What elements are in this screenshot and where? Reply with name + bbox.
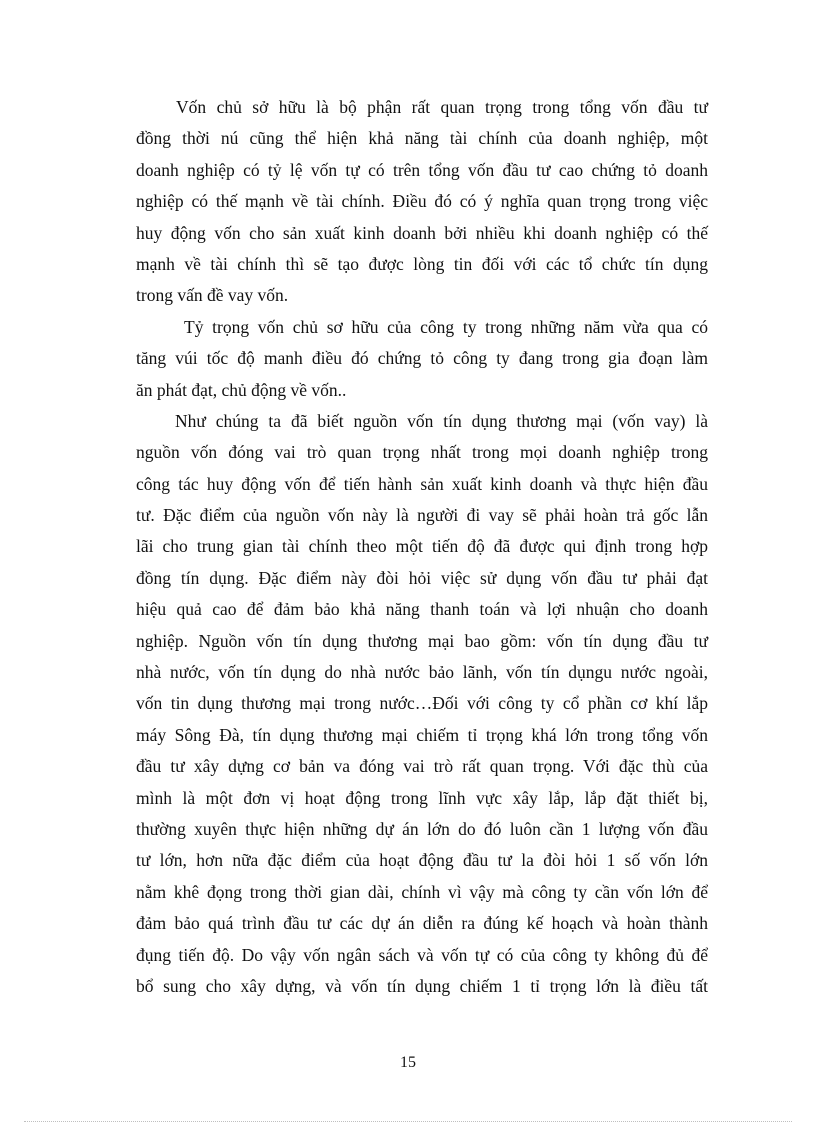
text-line: đụng tiến độ. Do vậy vốn ngân sách và vốn tự có của công ty không đủ để (136, 944, 708, 965)
text-line: đồng thời nú cũng thể hiện khả năng tài chính của doanh nghiệp, một (136, 128, 708, 149)
text-line: Như chúng ta đã biết nguồn vốn tín dụng thương mại (vốn vay) là (175, 410, 708, 431)
text-line: tư. Đặc điểm của nguồn vốn này là người đi vay sẽ phải hoàn trả gốc lẫn (136, 505, 708, 526)
text-line: doanh nghiệp có tỷ lệ vốn tự có trên tổng vốn đầu tư cao chứng tỏ doanh (136, 159, 708, 180)
text-line: nghiệp. Nguồn vốn tín dụng thương mại bao gồm: vốn tín dụng đầu tư (136, 630, 708, 651)
text-line: huy động vốn cho sản xuất kinh doanh bởi nhiều khi doanh nghiệp có thế (136, 222, 708, 243)
text-line: nằm khê đọng trong thời gian dài, chính vì vậy mà công ty cần vốn lớn để (136, 881, 708, 902)
text-line: Vốn chủ sở hữu là bộ phận rất quan trọng trong tổng vốn đầu tư (176, 97, 708, 117)
text-line: ăn phát đạt, chủ động về vốn.. (136, 379, 347, 400)
text-line: mình là một đơn vị hoạt động trong lĩnh vực xây lắp, lắp đặt thiết bị, (136, 787, 708, 808)
text-line: máy Sông Đà, tín dụng thương mại chiếm tỉ trọng khá lớn trong tổng vốn (136, 724, 708, 745)
footer-divider (24, 1121, 792, 1122)
text-line: vốn tin dụng thương mại trong nước…Đối với công ty cổ phần cơ khí lắp (136, 693, 708, 714)
text-line: đảm bảo quá trình đầu tư các dự án diễn ra đúng kế hoạch và hoàn thành (136, 913, 708, 934)
paragraph-owner-equity (136, 92, 708, 312)
text-line: trong vấn đề vay vốn. (136, 285, 289, 306)
body-text (136, 92, 708, 1002)
text-line: thường xuyên thực hiện những dự án lớn do đó luôn cần 1 lượng vốn đầu (136, 818, 708, 839)
text-line: nguồn vốn đóng vai trò quan trọng nhất trong mọi doanh nghiệp trong (136, 442, 708, 463)
text-line: tư lớn, hơn nữa đặc điểm của hoạt động đầu tư la đòi hỏi 1 số vốn lớn (136, 850, 708, 871)
paragraph-equity-ratio (136, 312, 708, 406)
text-line: nghiệp có thế mạnh về tài chính. Điều đó có ý nghĩa quan trọng trong việc (136, 191, 708, 212)
text-line: nhà nước, vốn tín dụng do nhà nước bảo lãnh, vốn tín dụngu nước ngoài, (136, 662, 708, 683)
text-line: hiệu quả cao để đảm bảo khả năng thanh toán và lợi nhuận cho doanh (136, 599, 708, 620)
text-line: bổ sung cho xây dựng, và vốn tín dụng chiếm 1 tỉ trọng lớn là điều tất (136, 975, 708, 996)
text-line: mạnh về tài chính thì sẽ tạo được lòng tin đối với các tổ chức tín dụng (136, 253, 708, 274)
page-number: 15 (400, 1054, 416, 1071)
text-line: lãi cho trung gian tài chính theo một tiến độ đã được qui định trong hợp (136, 536, 708, 557)
text-line: đầu tư xây dựng cơ bản va đóng vai trò rất quan trọng. Với đặc thù của (136, 756, 708, 777)
text-line: đồng tín dụng. Đặc điểm này đòi hỏi việc sử dụng vốn đầu tư phải đạt (136, 567, 708, 588)
paragraph-commercial-credit (136, 406, 708, 1002)
text-line: công tác huy động vốn để tiến hành sản xuất kinh doanh và thực hiện đầu (136, 473, 708, 494)
text-line: tăng vúi tốc độ manh điều đó chứng tỏ công ty đang trong gia đoạn làm (136, 348, 708, 369)
text-line: Tỷ trọng vốn chủ sơ hữu của công ty trong những năm vừa qua có (184, 316, 708, 337)
